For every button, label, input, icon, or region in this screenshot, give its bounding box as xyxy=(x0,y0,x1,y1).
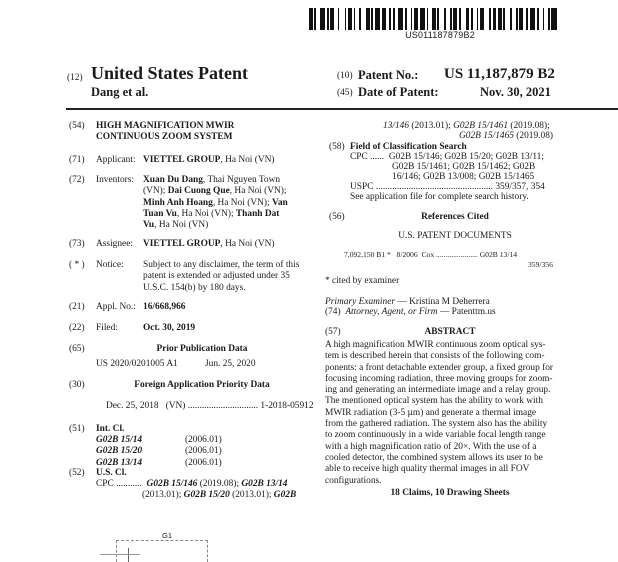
prior-pub-date: Jun. 25, 2020 xyxy=(205,359,256,369)
inventors-label: Inventors: xyxy=(96,175,135,185)
prior-pub-number: US 2020/0201005 A1 xyxy=(96,359,178,369)
field-71-num: (71) xyxy=(69,155,85,165)
drawing-axis-line xyxy=(100,554,140,555)
us-cl-cont-2: G02B 15/1465 (2019.08) xyxy=(459,131,554,141)
cited-by-examiner: * cited by examiner xyxy=(325,276,400,286)
abstract-line: A high magnification MWIR continuous zoom optical sys- xyxy=(325,340,546,350)
drawing-lens-line xyxy=(128,548,129,562)
appl-no-label: Appl. No.: xyxy=(96,302,136,312)
field-56-num: (56) xyxy=(329,212,345,222)
barcode-number: US011187879B2 xyxy=(405,30,475,40)
int-cl-row: G02B 15/20 (2006.01) xyxy=(96,446,222,457)
field-57-num: (57) xyxy=(325,327,341,337)
assignee-value: VIETTEL GROUP, Ha Noi (VN) xyxy=(143,239,275,249)
abstract-line: configurations. xyxy=(325,475,382,486)
kind-code-prefix: (12) xyxy=(67,73,83,83)
field-search-cpc-2: G02B 15/1461; G02B 15/1462; G02B xyxy=(392,162,536,172)
abstract-line: ing and generating an intermediate image and a relay group. xyxy=(325,385,551,396)
abstract-body xyxy=(325,340,561,487)
abstract-line: from the gathered radiation. The system also has the ability xyxy=(325,419,548,430)
drawing-label-g1: G1 xyxy=(162,531,173,540)
us-patent-docs-heading: U.S. PATENT DOCUMENTS xyxy=(398,231,512,241)
field-21-num: (21) xyxy=(69,302,85,312)
field-51-num: (51) xyxy=(69,424,85,434)
field-22-num: (22) xyxy=(69,323,85,333)
notice-label: Notice: xyxy=(96,260,124,270)
notice-num: ( * ) xyxy=(69,260,85,270)
filed-label: Filed: xyxy=(96,323,118,333)
abstract-line: cooled detector, the combined system allows its user to be xyxy=(325,452,543,463)
abstract-line: focusing incoming radiation, three moving groups for zoom- xyxy=(325,373,553,384)
references-heading: References Cited xyxy=(421,212,489,222)
barcode xyxy=(309,8,561,30)
field-search-heading: Field of Classification Search xyxy=(350,142,467,152)
field-30-num: (30) xyxy=(69,380,85,390)
field-search-note: See application file for complete search history. xyxy=(350,192,529,202)
abstract-line: to zoom continuously in a wide variable focal length range xyxy=(325,430,546,441)
inventor-line: Dang et al. xyxy=(91,85,149,99)
filed-value: Oct. 30, 2019 xyxy=(143,323,196,333)
field-search-cpc-3: 16/146; G02B 13/008; G02B 15/1465 xyxy=(392,172,535,182)
drawing-figure-frame xyxy=(116,540,208,562)
us-cl-cont-1: 13/146 (2013.01); G02B 15/1461 (2019.08); xyxy=(383,121,550,131)
int-cl-label: Int. Cl. xyxy=(96,424,125,434)
field-58-num: (58) xyxy=(329,142,345,152)
us-cl-line-1: CPC ........... G02B 15/146 (2019.08); G02B 13/14 xyxy=(96,479,288,489)
header-rule xyxy=(66,108,618,110)
date-value: Nov. 30, 2021 xyxy=(480,85,551,99)
field-65-num: (65) xyxy=(69,344,85,354)
patent-kind-title: United States Patent xyxy=(91,63,248,83)
abstract-heading: ABSTRACT xyxy=(424,327,476,337)
abstract-line: able to receive high quality thermal images in all FOV xyxy=(325,464,530,475)
claims-sheets: 18 Claims, 10 Drawing Sheets xyxy=(390,488,510,498)
field-72-num: (72) xyxy=(69,175,85,185)
title-line-2: CONTINUOUS ZOOM SYSTEM xyxy=(96,132,233,142)
int-cl-row: G02B 15/14 (2006.01) xyxy=(96,435,222,445)
reference-class-2: 359/356 xyxy=(528,260,553,269)
field-54-num: (54) xyxy=(69,121,85,131)
attorney-line: (74) Attorney, Agent, or Firm — Patenttm.us xyxy=(325,307,496,317)
field-search-uspc: USPC .................................................. 359/357, 354 xyxy=(350,182,545,192)
appl-no-value: 16/668,966 xyxy=(143,302,186,312)
notice-text: Subject to any disclaimer, the term of this patent is extended or adjusted under 35 U.S.C. 154(b) by 180 days. xyxy=(143,260,300,293)
field-search-cpc-1: CPC ...... G02B 15/146; G02B 15/20; G02B 13/11; xyxy=(350,152,544,162)
int-cl-row: G02B 13/14 (2006.01) xyxy=(96,457,222,468)
field-73-num: (73) xyxy=(69,239,85,249)
prior-pub-heading: Prior Publication Data xyxy=(156,344,248,354)
abstract-line: ponents: a front detachable extender group, a fixed group for xyxy=(325,362,554,373)
patent-no-prefix: (10) xyxy=(337,71,353,81)
foreign-priority-row: Dec. 25, 2018 (VN) .............................. 1-2018-05912 xyxy=(106,401,314,411)
foreign-priority-heading: Foreign Application Priority Data xyxy=(134,380,270,390)
applicant-label: Applicant: xyxy=(96,155,136,165)
assignee-label: Assignee: xyxy=(96,239,133,249)
int-cl-table xyxy=(96,435,296,469)
us-cl-label: U.S. Cl. xyxy=(96,468,127,478)
primary-examiner: Primary Examiner — Kristina M Deherrera xyxy=(325,297,490,307)
applicant-value: VIETTEL GROUP, Ha Noi (VN) xyxy=(143,155,275,165)
abstract-line: with a high magnification ratio of 20×. With the use of a xyxy=(325,441,537,452)
abstract-line: tem is described herein that consists of the following com- xyxy=(325,351,545,362)
abstract-line: MWIR radiation (3-5 µm) and generate a thermal image xyxy=(325,407,537,418)
date-prefix: (45) xyxy=(337,88,353,98)
title-line-1: HIGH MAGNIFICATION MWIR xyxy=(96,121,235,131)
us-cl-line-2: (2013.01); G02B 15/20 (2013.01); G02B xyxy=(142,490,297,500)
abstract-line: The mentioned optical system has the ability to work with xyxy=(325,396,543,407)
field-52-num: (52) xyxy=(69,468,85,478)
patent-no-value: US 11,187,879 B2 xyxy=(444,66,555,82)
date-label: Date of Patent: xyxy=(358,85,439,99)
reference-row: 7,092,150 B1 * 8/2006 Cox ...................... G02B 13/14 xyxy=(344,250,518,259)
inventors-list: Xuan Du Dang, Thai Nguyen Town (VN); Dai Cuong Que, Ha Noi (VN); Minh Anh Hoang, Ha Noi (VN); Van Tuan Vu, Ha Noi (VN); Thanh Dat Vu, Ha Noi (VN) xyxy=(143,175,288,231)
patent-no-label: Patent No.: xyxy=(358,68,419,82)
